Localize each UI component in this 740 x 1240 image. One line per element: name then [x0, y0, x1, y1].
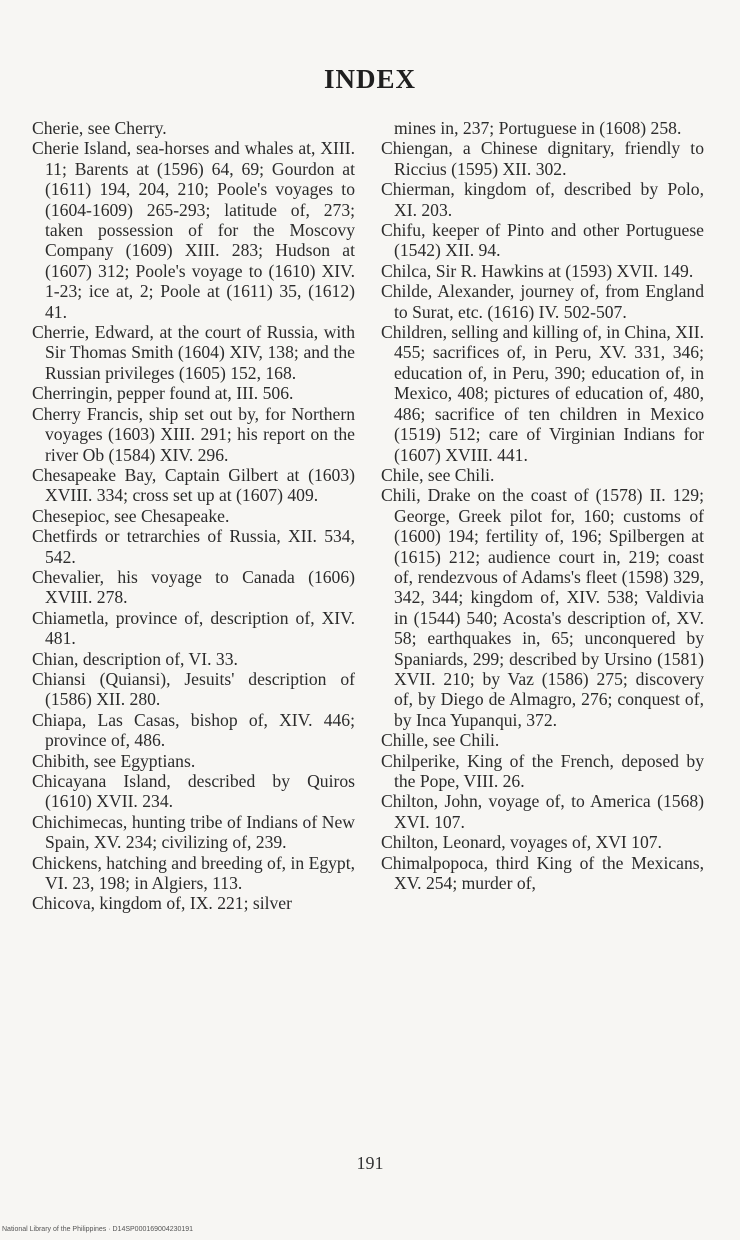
- index-entry: Chibith, see Egyptians.: [32, 750, 196, 771]
- index-entry: Chiametla, province of, description of, XIV. 481.: [32, 607, 355, 649]
- index-entry: Chilton, John, voyage of, to America (1568) XVI. 107.: [381, 791, 704, 832]
- index-column-left: [32, 118, 355, 914]
- index-entry: Chian, description of, VI. 33.: [32, 648, 238, 669]
- index-entry: Chili, Drake on the coast of (1578) II. 129; George, Greek pilot for, 160; customs of (1600) 194; fertility of, 196; Spilbergen at (1615) 212; audience court in, 219; coast of, rendezvous of Adams's fleet (1598) 329, 342, 344; kingdom of, XIV. 538; Valdivia in (1544) 540; Acosta's description of, XV. 58; earthquakes in, 65; unconquered by Spaniards, 299; described by Ursino (1581) XVII. 210; by Vaz (1586) 275; discovery of, by Diego de Almagro, 276; conquest of, by Inca Yupanqui, 372.: [381, 485, 704, 730]
- index-entry: Chiengan, a Chinese dignitary, friendly to Riccius (1595) XII. 302.: [381, 138, 704, 179]
- index-entry: Chifu, keeper of Pinto and other Portuguese (1542) XII. 94.: [381, 220, 704, 261]
- index-entry: Chilperike, King of the French, deposed by the Pope, VIII. 26.: [381, 750, 704, 791]
- index-entry: Chichimecas, hunting tribe of Indians of New Spain, XV. 234; civilizing of, 239.: [32, 811, 355, 853]
- index-entry: Chiansi (Quiansi), Jesuits' description of (1586) XII. 280.: [32, 668, 355, 710]
- index-entry: Chicova, kingdom of, IX. 221; silver: [32, 893, 292, 914]
- index-entry: Chierman, kingdom of, described by Polo, XI. 203.: [381, 179, 704, 220]
- index-entry: Cherrie, Edward, at the court of Russia, with Sir Thomas Smith (1604) XIV, 138; and the Russian privileges (1605) 152, 168.: [32, 322, 355, 383]
- index-entry: Chicayana Island, described by Quiros (1610) XVII. 234.: [32, 771, 355, 812]
- library-footer-mark: National Library of the Philippines · D14SP000169004230191: [2, 1226, 194, 1233]
- index-column-right: [381, 118, 704, 893]
- index-entry: Cherry Francis, ship set out by, for Northern voyages (1603) XIII. 291; his report on the river Ob (1584) XIV. 296.: [32, 403, 355, 465]
- index-entry: Chickens, hatching and breeding of, in Egypt, VI. 23, 198; in Algiers, 113.: [32, 852, 355, 894]
- index-entry: Cherie, see Cherry.: [32, 118, 167, 138]
- index-entry: Cherie Island, sea-horses and whales at, XIII. 11; Barents at (1596) 64, 69; Gourdon at (1611) 194, 204, 210; Poole's voyages to (1604-1609) 265-293; latitude of, 273; taken possession of for the Moscovy Company (1609) XIII. 283; Hudson at (1607) 312; Poole's voyage to (1610) XIV. 1-23; ice at, 2; Poole at (1611) 35, (1612) 41.: [32, 138, 355, 322]
- index-entry: Chille, see Chili.: [381, 730, 500, 751]
- index-entry: Childe, Alexander, journey of, from England to Surat, etc. (1616) IV. 502-507.: [381, 281, 704, 322]
- index-entry: mines in, 237; Portuguese in (1608) 258.: [394, 118, 682, 138]
- index-entry: Chetfirds or tetrarchies of Russia, XII. 534, 542.: [32, 526, 355, 567]
- index-entry: Cherringin, pepper found at, III. 506.: [32, 383, 294, 404]
- index-entry: Chilton, Leonard, voyages of, XVI 107.: [381, 832, 662, 853]
- index-entry: Chimalpopoca, third King of the Mexicans, XV. 254; murder of,: [381, 852, 704, 894]
- index-entry: Chevalier, his voyage to Canada (1606) XVIII. 278.: [32, 566, 355, 608]
- index-entry: Chesapeake Bay, Captain Gilbert at (1603) XVIII. 334; cross set up at (1607) 409.: [32, 464, 355, 506]
- page-number: 191: [356, 1153, 384, 1173]
- index-entry: Children, selling and killing of, in China, XII. 455; sacrifices of, in Peru, XV. 331, 346; education of, in Peru, 390; education of, in Mexico, 408; pictures of education of, 480, 486; sacrifice of ten children in Mexico (1519) 512; care of Virginian Indians for (1607) XVIII. 441.: [381, 322, 705, 465]
- index-entry: Chilca, Sir R. Hawkins at (1593) XVII. 149.: [381, 260, 694, 281]
- index-entry: Chesepioc, see Chesapeake.: [32, 505, 230, 526]
- index-entry: Chiapa, Las Casas, bishop of, XIV. 446; province of, 486.: [32, 709, 355, 751]
- index-entry: Chile, see Chili.: [381, 464, 495, 485]
- page-title: INDEX: [323, 64, 416, 94]
